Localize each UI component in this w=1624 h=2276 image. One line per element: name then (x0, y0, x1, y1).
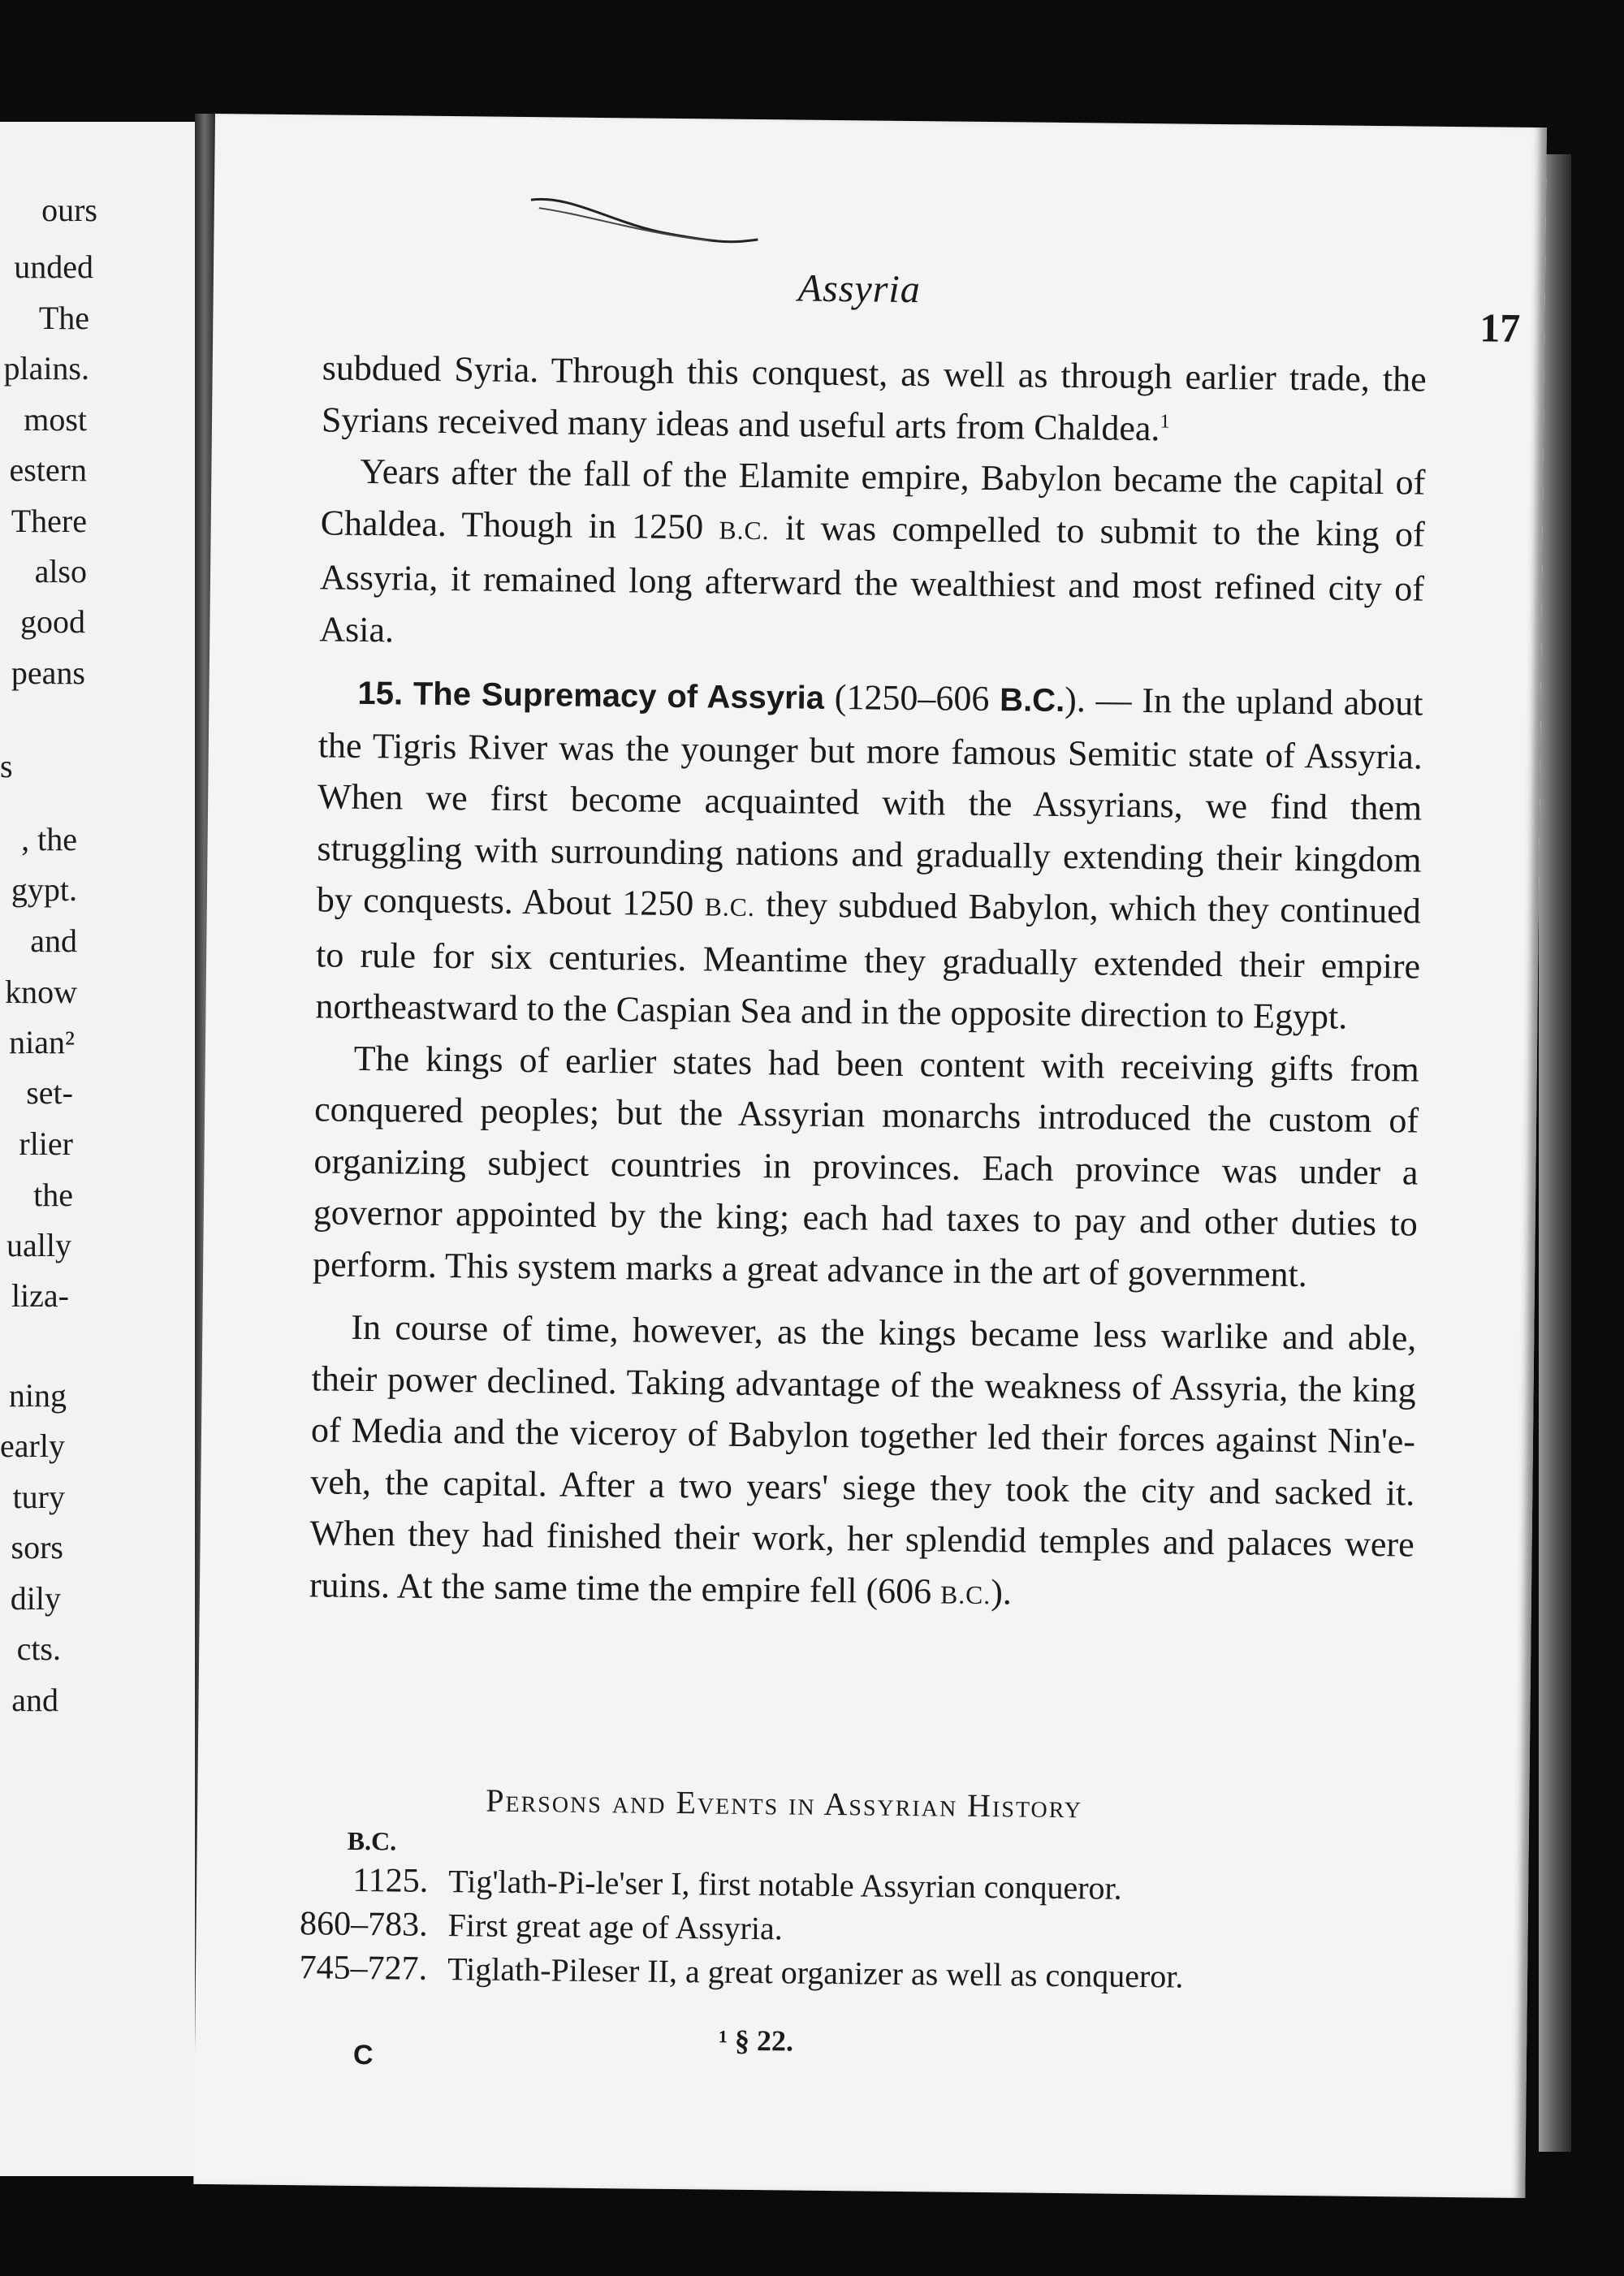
table-row (196, 1947, 1414, 1999)
left-line: set- (26, 1074, 73, 1111)
row-event: Tig'lath-Pi-le'ser I, first notable Assyrian conqueror. (447, 1863, 1122, 1907)
paragraph: In course of time, however, as the kings became less warlike and able, their power declined. Taking advantage of the weakness of Assyria, the king of Media and the viceroy of Babylon together led their forces against Nin'e-veh, the capital. After a two years' siege they took the city and sacked it. When they had finished their work, her splendid temples and palaces were ruins. At the same time the empire fell (606 B.C.). (309, 1306, 1417, 1612)
left-line: liza- (11, 1277, 69, 1314)
row-event: First great age of Assyria. (447, 1907, 784, 1947)
left-facing-page (0, 122, 200, 2176)
left-line: rlier (19, 1125, 73, 1162)
book-page (193, 114, 1547, 2198)
table-era-label: B.C. (347, 1825, 397, 1856)
left-line: gypt. (11, 871, 77, 908)
paragraph: Years after the fall of the Elamite empire, Babylon became the capital of Chaldea. Though in 1250 B.C. it was compelled to submit to the king of Assyria, it remained long afterward the wealthiest and most refined city of Asia. (319, 451, 1426, 650)
ornament-flourish-icon (522, 190, 767, 249)
table-title: Persons and Events in Assyrian History (486, 1781, 1083, 1825)
left-line: ours (41, 192, 97, 228)
paragraph: The kings of earlier states had been content with receiving gifts from conquered peoples; but the Assyrian monarchs introduced the custom of organizing subject countries in provinces. Each province was under a governor appointed by the king; each had taxes to pay and other duties to perform. This system marks a great advance in the art of government. (312, 1038, 1420, 1294)
left-line: most (24, 401, 87, 438)
left-line: nian² (9, 1024, 75, 1060)
running-head: Assyria (797, 266, 922, 312)
left-line: dily (10, 1580, 61, 1617)
paragraph: subdued Syria. Through this conquest, as well as through earlier trade, the Syrians received many ideas and useful arts from Chaldea.$^1$ (321, 348, 1427, 448)
left-line: ning (8, 1377, 67, 1414)
footnote: ¹ § 22. (718, 2023, 794, 2058)
left-line: , the (21, 821, 77, 857)
left-line: tury (12, 1479, 65, 1515)
left-line: plains. (3, 350, 89, 387)
signature-mark: C (352, 2039, 374, 2071)
left-line: early (0, 1427, 65, 1464)
left-line: know (5, 974, 77, 1010)
left-line: There (11, 503, 87, 539)
left-line: and (11, 1682, 58, 1718)
left-line: cts. (16, 1630, 61, 1667)
left-line: s (0, 748, 13, 784)
body-text (200, 341, 1427, 1626)
left-line: also (34, 553, 87, 590)
left-line: and (30, 922, 77, 959)
left-line: peans (11, 654, 85, 691)
table-row (197, 1859, 1415, 1911)
section-paragraph: 15. The Supremacy of Assyria (1250–606 B.C.). — In the upland about the Tigris River was the younger but more famous Semitic state of Assyria. When we first become acquainted with the Assyrians, we find them struggling with surrounding nations and gradually extending their kingdom by conquests. About 1250 B.C. they subdued Babylon, which they continued to rule for six centuries. Meantime they gradually extended their empire northeastward to the Caspian Sea and in the opposite direction to Egypt. (315, 675, 1423, 1037)
left-line: ually (6, 1227, 71, 1263)
left-line: the (33, 1177, 73, 1213)
page-edge (1539, 154, 1571, 2152)
row-year: 1125. (352, 1861, 429, 1900)
left-line: estern (9, 451, 87, 488)
row-year: 745–727. (299, 1949, 428, 1988)
row-event: Tiglath-Pileser II, a great organizer as well as conqueror. (447, 1950, 1184, 1995)
left-line: unded (14, 248, 93, 285)
table-row (196, 1903, 1414, 1955)
section-number: 15. (357, 675, 404, 712)
left-line: good (20, 603, 85, 640)
row-year: 860–783. (299, 1905, 428, 1944)
page-number: 17 (1479, 304, 1521, 351)
history-table (196, 1778, 1416, 1999)
section-title: The Supremacy of Assyria (412, 676, 825, 716)
left-line: The (38, 300, 89, 336)
footnote-marker: 1 (1160, 410, 1170, 433)
left-line: sors (11, 1529, 63, 1566)
